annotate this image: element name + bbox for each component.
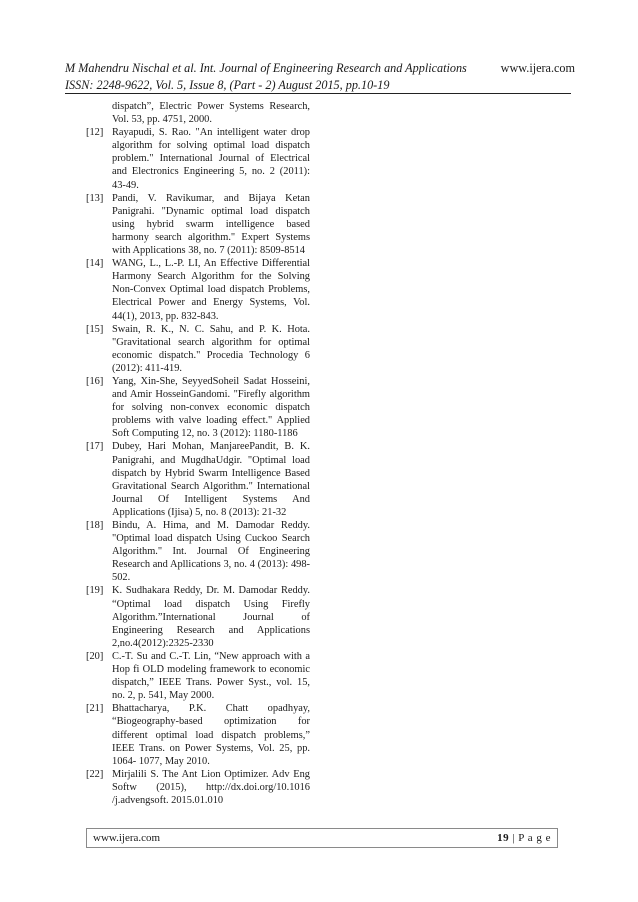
reference-text: Rayapudi, S. Rao. "An intelligent water drop algorithm for solving optimal load dispatch problem." International Journal of Electrical and Electronics Engineering 5, no. 2 (2011): 43-49. — [112, 127, 310, 191]
reference-item — [86, 702, 310, 767]
reference-item — [86, 584, 310, 649]
reference-number: [17] — [86, 441, 104, 453]
reference-number: [21] — [86, 703, 104, 715]
reference-number: [19] — [86, 585, 104, 597]
reference-number: [18] — [86, 520, 104, 531]
footer-site-link[interactable]: www.ijera.com — [93, 832, 161, 844]
reference-item — [86, 192, 310, 257]
page-label: | P a g e — [509, 832, 551, 844]
header-site-link[interactable]: www.ijera.com — [500, 61, 575, 75]
page-footer — [86, 828, 558, 848]
reference-text: C.-T. Su and C.-T. Lin, “New approach with a Hop fi OLD modeling framework to economic dispatch,” IEEE Trans. Power Syst., vol. 15, no. 2, p. 541, May 2000. — [112, 650, 310, 702]
reference-text: dispatch”, Electric Power Systems Research, Vol. 53, pp. 4751, 2000. — [112, 101, 310, 126]
reference-item — [86, 100, 310, 126]
reference-text: K. Sudhakara Reddy, Dr. M. Damodar Reddy. “Optimal load dispatch Using Firefly Algorithm.”International Journal of Engineering Research and Applications 2,no.4(2012):2325-2330 — [112, 585, 310, 649]
reference-text: Yang, Xin-She, SeyyedSoheil Sadat Hosseini, and Amir HosseinGandomi. "Firefly algorithm for solving non-convex economic dispatch problems with valve loading effect." Applied Soft Computing 12, no. 3 (2012): 1180-1186 — [112, 375, 310, 440]
reference-number: [14] — [86, 258, 104, 270]
reference-list — [86, 100, 310, 807]
reference-number: [20] — [86, 650, 104, 662]
reference-text: Pandi, V. Ravikumar, and Bijaya Ketan Panigrahi. "Dynamic optimal load dispatch using hybrid swarm intelligence based harmony search algorithm." Expert Systems with Applications 38, no. 7 (2011): 8509-8514 — [112, 192, 310, 257]
reference-text: Swain, R. K., N. C. Sahu, and P. K. Hota. "Gravitational search algorithm for optimal economic dispatch." Procedia Technology 6 (2012): 411-419. — [112, 323, 310, 374]
page-number-label — [497, 829, 551, 847]
reference-number: [16] — [86, 375, 104, 387]
reference-item — [86, 126, 310, 191]
reference-number: [15] — [86, 323, 104, 335]
reference-text: Mirjalili S. The Ant Lion Optimizer. Adv Eng Softw (2015), http://dx.doi.org/10.1016 /j.advengsoft. 2015.01.010 — [112, 768, 310, 806]
reference-text: Bhattacharya, P.K. Chatt opadhyay, “Biogeography-based optimization for different optimal load dispatch problems,” IEEE Trans. on Power Systems, Vol. 25, pp. 1064- 1077, May 2010. — [112, 703, 310, 767]
reference-item — [86, 650, 310, 702]
reference-number: [13] — [86, 192, 104, 204]
reference-item — [86, 519, 310, 584]
page-number: 19 — [497, 832, 510, 844]
reference-item — [86, 440, 310, 519]
reference-text: Dubey, Hari Mohan, ManjareePandit, B. K. Panigrahi, and MugdhaUdgir. "Optimal load dispatch by Hybrid Swarm Intelligence Based Gravitational Search Algorithm." International Journal Of Intelligent Systems And Applications (Ijisa) 5, no. 8 (2013): 21-32 — [112, 441, 310, 518]
reference-text: Bindu, A. Hima, and M. Damodar Reddy. "Optimal load dispatch Using Cuckoo Search Algorithm." Int. Journal Of Engineering Research and Apllications 3, no. 4 (2013): 498-502. — [112, 520, 310, 584]
reference-item — [86, 375, 310, 440]
header-citation-line: M Mahendru Nischal et al. Int. Journal of Engineering Research and Applications — [65, 61, 467, 75]
running-header — [65, 60, 485, 93]
reference-text: WANG, L., L.-P. LI, An Effective Differential Harmony Search Algorithm for the Solving Non-Convex Optimal load dispatch Problems, Electrical Power and Energy Systems, Vol. 44(1), 2013, pp. 832-843. — [112, 258, 310, 322]
reference-item — [86, 323, 310, 375]
reference-item — [86, 768, 310, 807]
header-divider — [65, 93, 571, 94]
reference-number: [22] — [86, 768, 104, 780]
reference-number: [12] — [86, 127, 104, 139]
reference-item — [86, 257, 310, 322]
header-issn-line: ISSN: 2248-9622, Vol. 5, Issue 8, (Part - 2) August 2015, pp.10-19 — [65, 77, 390, 92]
